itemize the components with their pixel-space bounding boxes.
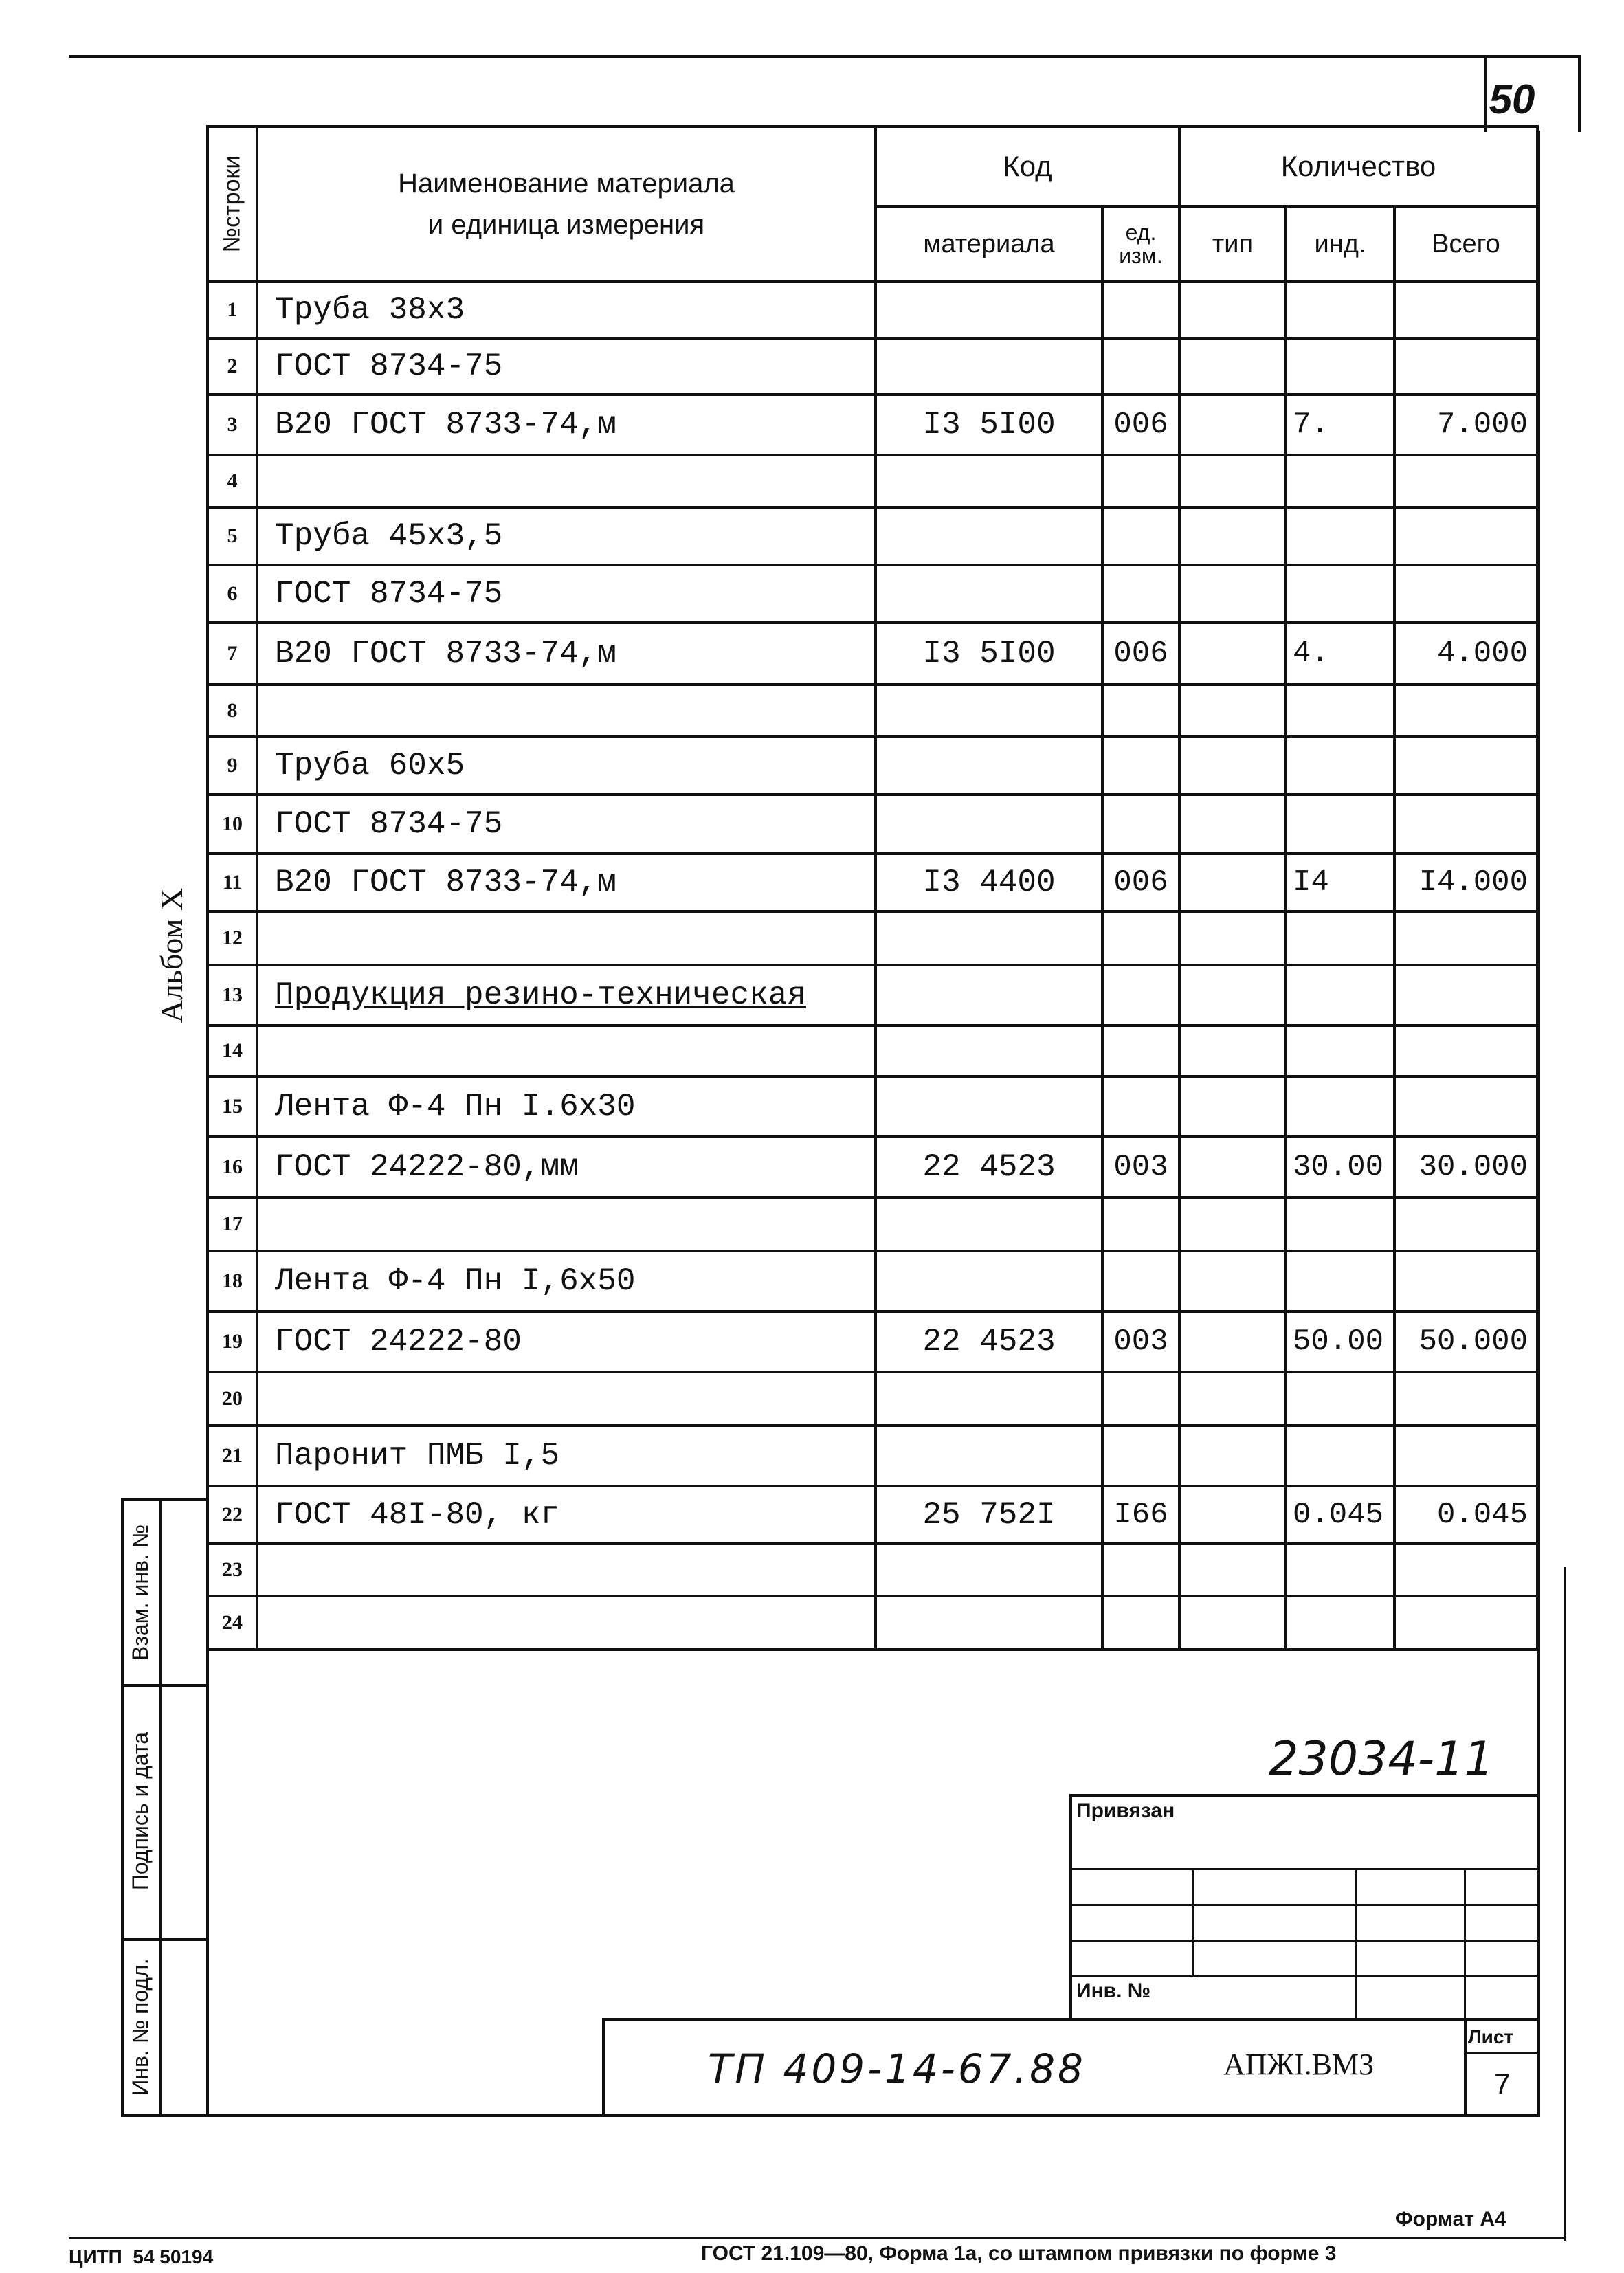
format-label: Формат А4: [1395, 2208, 1506, 2230]
inv-podl-label: Инв. № подл.: [128, 1958, 153, 2096]
material-code-cell: [876, 795, 1102, 854]
unit-code-cell: [1102, 795, 1179, 854]
total-qty-cell: [1394, 1426, 1537, 1486]
total-qty-cell: [1394, 1197, 1537, 1251]
table-row: [208, 1596, 1537, 1650]
material-code-cell: I3 5I00: [876, 395, 1102, 455]
table-row: [208, 1311, 1537, 1372]
material-code-cell: [876, 1025, 1102, 1076]
table-row: [208, 685, 1537, 737]
type-qty-cell: [1179, 1137, 1286, 1197]
unit-code-cell: [1102, 507, 1179, 565]
total-qty-cell: [1394, 507, 1537, 565]
handwritten-number: 23034-11: [1269, 1732, 1494, 1786]
unit-code-cell: [1102, 565, 1179, 623]
type-header: тип: [1179, 206, 1286, 282]
individual-qty-cell: [1286, 455, 1394, 507]
total-qty-cell: [1394, 1025, 1537, 1076]
quantity-header: Количество: [1179, 126, 1537, 206]
row-number-cell: 2: [208, 338, 257, 395]
individual-qty-cell: 7.: [1286, 395, 1394, 455]
material-name-cell: ГОСТ 8734-75: [257, 565, 876, 623]
row-number-cell: 21: [208, 1426, 257, 1486]
row-number-cell: 15: [208, 1076, 257, 1137]
material-code-cell: [876, 282, 1102, 338]
material-name-cell: [257, 1025, 876, 1076]
material-name-header-line1: Наименование материала: [398, 168, 735, 199]
doc-code: АПЖI.ВМЗ: [1223, 2048, 1375, 2081]
stamp-row1: [1069, 1868, 1537, 1870]
material-code-cell: [876, 1372, 1102, 1426]
unit-code-cell: [1102, 338, 1179, 395]
individual-header: инд.: [1286, 206, 1394, 282]
stamp-box-left: [1069, 1794, 1072, 2021]
row-number-cell: 18: [208, 1251, 257, 1311]
sheet-number: 7: [1493, 2069, 1512, 2103]
material-name-cell: Труба 45х3,5: [257, 507, 876, 565]
individual-qty-cell: 30.00: [1286, 1137, 1394, 1197]
individual-qty-cell: [1286, 911, 1394, 965]
individual-qty-cell: [1286, 1076, 1394, 1137]
table-row: [208, 854, 1537, 911]
unit-code-cell: [1102, 1372, 1179, 1426]
material-code-cell: [876, 1544, 1102, 1596]
material-code-cell: [876, 338, 1102, 395]
unit-code-cell: 006: [1102, 395, 1179, 455]
vzam-inv-label: Взам. инв. №: [128, 1524, 153, 1661]
row-number-cell: 22: [208, 1486, 257, 1544]
unit-code-cell: [1102, 282, 1179, 338]
material-name-cell: ГОСТ 8734-75: [257, 338, 876, 395]
frame-left-lower: [206, 1698, 209, 2117]
individual-qty-cell: [1286, 1596, 1394, 1650]
individual-qty-cell: [1286, 338, 1394, 395]
unit-code-cell: [1102, 1251, 1179, 1311]
type-qty-cell: [1179, 1596, 1286, 1650]
row-number-cell: 8: [208, 685, 257, 737]
table-row: [208, 282, 1537, 338]
unit-code-cell: [1102, 455, 1179, 507]
unit-code-cell: [1102, 1596, 1179, 1650]
table-row: [208, 1372, 1537, 1426]
material-name-cell: ГОСТ 24222-80: [257, 1311, 876, 1372]
sheet-cell-divider: [1464, 2052, 1537, 2054]
material-name-cell: Труба 60х5: [257, 737, 876, 795]
unit-code-cell: [1102, 685, 1179, 737]
material-code-cell: [876, 1076, 1102, 1137]
table-row: [208, 395, 1537, 455]
individual-qty-cell: [1286, 795, 1394, 854]
table-row: [208, 455, 1537, 507]
material-code-header: материала: [876, 206, 1102, 282]
table-row: [208, 623, 1537, 685]
material-specification-table: [206, 125, 1539, 1651]
left-stamp-divider: [159, 1498, 162, 2117]
type-qty-cell: [1179, 395, 1286, 455]
individual-qty-cell: [1286, 1426, 1394, 1486]
type-qty-cell: [1179, 455, 1286, 507]
printer-code: ЦИТП 54 50194: [69, 2246, 214, 2268]
sheet-corner-number: 50: [1489, 76, 1535, 122]
individual-qty-cell: [1286, 1251, 1394, 1311]
unit-code-cell: [1102, 1544, 1179, 1596]
total-qty-cell: [1394, 737, 1537, 795]
type-qty-cell: [1179, 1025, 1286, 1076]
stamp-row4: [1069, 1975, 1537, 1977]
table-row: [208, 1426, 1537, 1486]
total-qty-cell: 4.000: [1394, 623, 1537, 685]
type-qty-cell: [1179, 1372, 1286, 1426]
material-code-cell: [876, 737, 1102, 795]
title-block-left: [602, 2018, 605, 2117]
material-code-cell: 22 4523: [876, 1311, 1102, 1372]
material-code-cell: [876, 565, 1102, 623]
row-number-header: №строки: [208, 126, 257, 282]
left-stamp-bottom: [121, 2114, 209, 2117]
type-qty-cell: [1179, 1426, 1286, 1486]
type-qty-cell: [1179, 795, 1286, 854]
type-qty-cell: [1179, 565, 1286, 623]
total-qty-cell: [1394, 1372, 1537, 1426]
table-row: [208, 1137, 1537, 1197]
podpis-data-label: Подпись и дата: [128, 1731, 153, 1891]
individual-qty-cell: [1286, 1544, 1394, 1596]
table-row: [208, 1025, 1537, 1076]
material-name-cell: В20 ГОСТ 8733-74,м: [257, 854, 876, 911]
material-code-cell: [876, 507, 1102, 565]
material-name-cell: Продукция резино-техническая: [257, 965, 876, 1025]
individual-qty-cell: [1286, 685, 1394, 737]
material-name-cell: Лента Ф-4 Пн I,6х50: [257, 1251, 876, 1311]
material-code-cell: 25 752I: [876, 1486, 1102, 1544]
total-qty-cell: 50.000: [1394, 1311, 1537, 1372]
total-qty-cell: [1394, 565, 1537, 623]
row-number-cell: 17: [208, 1197, 257, 1251]
stamp-col2: [1355, 1868, 1357, 2019]
material-name-cell: В20 ГОСТ 8733-74,м: [257, 395, 876, 455]
row-number-cell: 12: [208, 911, 257, 965]
type-qty-cell: [1179, 1076, 1286, 1137]
type-qty-cell: [1179, 623, 1286, 685]
total-header: Всего: [1394, 206, 1537, 282]
row-number-cell: 5: [208, 507, 257, 565]
code-header: Код: [876, 126, 1179, 206]
table-row: [208, 1076, 1537, 1137]
material-code-cell: I3 4400: [876, 854, 1102, 911]
material-code-cell: [876, 1596, 1102, 1650]
total-qty-cell: [1394, 1251, 1537, 1311]
row-number-cell: 20: [208, 1372, 257, 1426]
material-name-cell: ГОСТ 24222-80,мм: [257, 1137, 876, 1197]
material-code-cell: [876, 965, 1102, 1025]
unit-code-cell: I66: [1102, 1486, 1179, 1544]
individual-qty-cell: [1286, 1025, 1394, 1076]
total-qty-cell: [1394, 685, 1537, 737]
unit-code-cell: [1102, 911, 1179, 965]
material-code-cell: [876, 1197, 1102, 1251]
sheet-cell-left: [1464, 2018, 1467, 2117]
material-name-cell: Паронит ПМБ I,5: [257, 1426, 876, 1486]
table-row: [208, 338, 1537, 395]
individual-qty-cell: [1286, 282, 1394, 338]
material-name-cell: Лента Ф-4 Пн I.6х30: [257, 1076, 876, 1137]
unit-code-cell: [1102, 1426, 1179, 1486]
total-qty-cell: [1394, 795, 1537, 854]
total-qty-cell: 0.045: [1394, 1486, 1537, 1544]
unit-code-cell: [1102, 1197, 1179, 1251]
table-row: [208, 1544, 1537, 1596]
type-qty-cell: [1179, 1486, 1286, 1544]
table-row: [208, 565, 1537, 623]
material-name-cell: ГОСТ 8734-75: [257, 795, 876, 854]
sheet-label: Лист: [1468, 2026, 1514, 2048]
row-number-cell: 10: [208, 795, 257, 854]
top-border-line: [69, 55, 1581, 58]
album-label: Альбом X: [154, 887, 189, 1023]
unit-code-cell: [1102, 737, 1179, 795]
unit-header: ед. изм.: [1102, 206, 1179, 282]
outer-bottom-edge: [69, 2237, 1564, 2239]
material-name-cell: ГОСТ 48I-80, кг: [257, 1486, 876, 1544]
table-row: [208, 1197, 1537, 1251]
material-name-header-line2: и единица измерения: [427, 210, 705, 240]
material-code-cell: [876, 911, 1102, 965]
row-number-cell: 4: [208, 455, 257, 507]
frame-right: [1537, 131, 1540, 2117]
material-code-cell: [876, 1251, 1102, 1311]
individual-qty-cell: [1286, 965, 1394, 1025]
material-name-header: [257, 126, 876, 282]
total-qty-cell: [1394, 1076, 1537, 1137]
type-qty-cell: [1179, 1251, 1286, 1311]
total-qty-cell: [1394, 965, 1537, 1025]
table-row: [208, 737, 1537, 795]
row-number-cell: 3: [208, 395, 257, 455]
individual-qty-cell: 0.045: [1286, 1486, 1394, 1544]
row-number-cell: 24: [208, 1596, 257, 1650]
row-number-cell: 6: [208, 565, 257, 623]
type-qty-cell: [1179, 1311, 1286, 1372]
row-number-cell: 11: [208, 854, 257, 911]
individual-qty-cell: [1286, 1197, 1394, 1251]
table-row: [208, 911, 1537, 965]
table-row: [208, 795, 1537, 854]
material-name-cell: В20 ГОСТ 8733-74,м: [257, 623, 876, 685]
type-qty-cell: [1179, 282, 1286, 338]
type-qty-cell: [1179, 507, 1286, 565]
row-number-cell: 7: [208, 623, 257, 685]
type-qty-cell: [1179, 911, 1286, 965]
total-qty-cell: I4.000: [1394, 854, 1537, 911]
table-row: [208, 507, 1537, 565]
type-qty-cell: [1179, 854, 1286, 911]
row-number-cell: 14: [208, 1025, 257, 1076]
unit-code-cell: 006: [1102, 854, 1179, 911]
corner-box-right: [1578, 55, 1581, 132]
stamp-row2: [1069, 1904, 1537, 1906]
stamp-col1: [1192, 1868, 1194, 1975]
type-qty-cell: [1179, 1544, 1286, 1596]
gost-note: ГОСТ 21.109—80, Форма 1а, со штампом привязки по форме 3: [701, 2242, 1337, 2265]
total-qty-cell: [1394, 911, 1537, 965]
type-qty-cell: [1179, 685, 1286, 737]
material-name-cell: Труба 38х3: [257, 282, 876, 338]
material-name-cell: [257, 455, 876, 507]
total-qty-cell: [1394, 282, 1537, 338]
type-qty-cell: [1179, 737, 1286, 795]
individual-qty-cell: [1286, 507, 1394, 565]
material-code-cell: [876, 685, 1102, 737]
stamp-box-top: [1069, 1794, 1537, 1797]
material-code-cell: [876, 1426, 1102, 1486]
inv-no-label: Инв. №: [1076, 1980, 1151, 2002]
material-code-cell: [876, 455, 1102, 507]
total-qty-cell: [1394, 455, 1537, 507]
individual-qty-cell: [1286, 565, 1394, 623]
individual-qty-cell: [1286, 1372, 1394, 1426]
row-number-cell: 1: [208, 282, 257, 338]
stamp-row3: [1069, 1940, 1537, 1942]
material-code-cell: I3 5I00: [876, 623, 1102, 685]
total-qty-cell: [1394, 1544, 1537, 1596]
table-row: [208, 965, 1537, 1025]
row-number-cell: 19: [208, 1311, 257, 1372]
total-qty-cell: 30.000: [1394, 1137, 1537, 1197]
total-qty-cell: [1394, 1596, 1537, 1650]
material-code-cell: 22 4523: [876, 1137, 1102, 1197]
individual-qty-cell: [1286, 737, 1394, 795]
material-name-cell: [257, 1596, 876, 1650]
material-name-cell: [257, 1372, 876, 1426]
individual-qty-cell: I4: [1286, 854, 1394, 911]
unit-code-cell: [1102, 1076, 1179, 1137]
unit-code-cell: 006: [1102, 623, 1179, 685]
material-name-cell: [257, 911, 876, 965]
table-row: [208, 1486, 1537, 1544]
privyazan-label: Привязан: [1076, 1799, 1175, 1822]
outer-right-edge: [1564, 1567, 1566, 2241]
individual-qty-cell: 4.: [1286, 623, 1394, 685]
type-qty-cell: [1179, 965, 1286, 1025]
row-number-cell: 16: [208, 1137, 257, 1197]
unit-code-cell: 003: [1102, 1137, 1179, 1197]
stamp-col3: [1464, 1868, 1466, 2019]
individual-qty-cell: 50.00: [1286, 1311, 1394, 1372]
material-name-cell: [257, 685, 876, 737]
material-name-cell: [257, 1544, 876, 1596]
title-block-top: [602, 2018, 1537, 2021]
row-number-cell: 9: [208, 737, 257, 795]
project-code: ТП 409-14-67.88: [708, 2045, 1086, 2092]
total-qty-cell: [1394, 338, 1537, 395]
type-qty-cell: [1179, 1197, 1286, 1251]
total-qty-cell: 7.000: [1394, 395, 1537, 455]
material-name-cell: [257, 1197, 876, 1251]
unit-code-cell: [1102, 1025, 1179, 1076]
unit-code-cell: [1102, 965, 1179, 1025]
row-number-cell: 23: [208, 1544, 257, 1596]
unit-code-cell: 003: [1102, 1311, 1179, 1372]
frame-bottom: [206, 2114, 1540, 2117]
row-number-cell: 13: [208, 965, 257, 1025]
type-qty-cell: [1179, 338, 1286, 395]
table-row: [208, 1251, 1537, 1311]
